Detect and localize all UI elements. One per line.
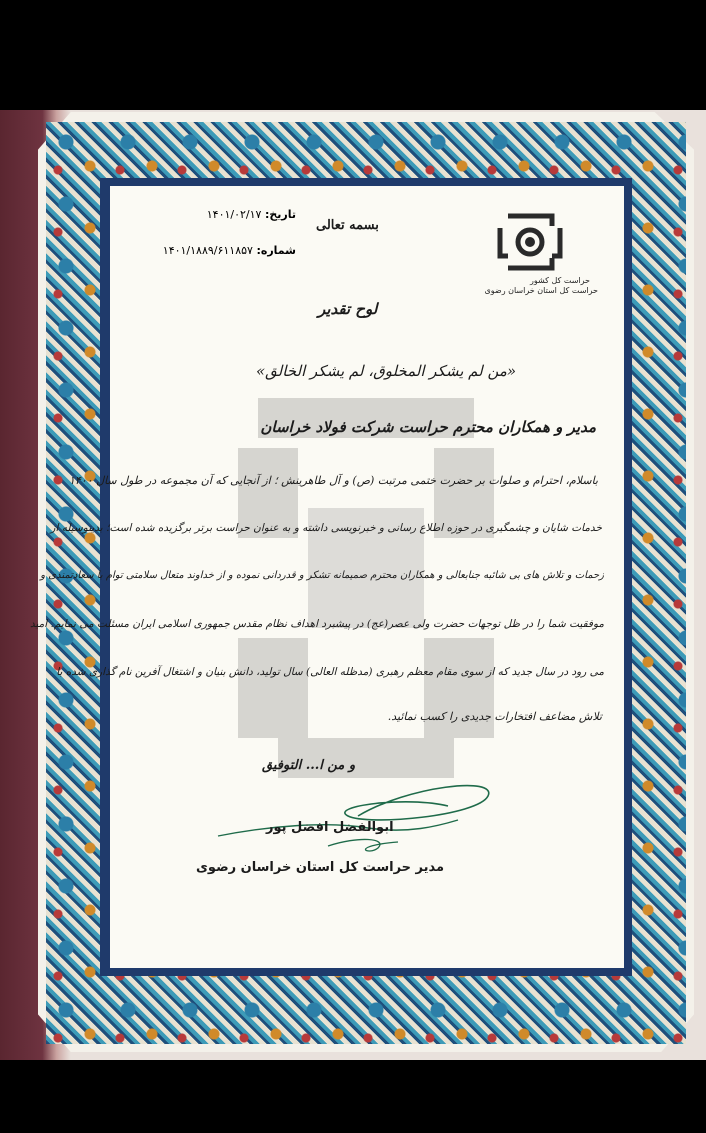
organization-logo <box>494 206 566 278</box>
addressee-line: مدیر و همکاران محترم حراست شرکت فولاد خراسان <box>260 418 596 436</box>
bismillah-heading: بسمه تعالی <box>316 218 379 233</box>
logo-caption-province: حراست کل استان خراسان رضوی <box>484 286 598 295</box>
logo-caption-national: حراست کل کشور <box>529 276 590 285</box>
body-line-2: خدمات شایان و چشمگیری در حوزه اطلاع رسانی و خبرنویسی داشته و به عنوان حراست برتر برگزیده شده است؛ بدینوسیله از <box>50 522 602 534</box>
body-line-5: می رود در سال جدید که از سوی مقام معظم رهبری (مدظله العالی) سال تولید، دانش بنیان و اشتغال آفرین نام گذاری شده با <box>56 666 604 678</box>
certificate-title: لوح تقدیر <box>318 300 378 318</box>
signatory-name: ابوالفضل افضل پور <box>266 820 394 835</box>
signatory-position: مدیر حراست کل استان خراسان رضوی <box>196 860 445 875</box>
body-line-1: باسلام، احترام و صلوات بر حضرت ختمی مرتبت (ص) و آل طاهرینش ؛ از آنجایی که آن مجموعه در طول سال ۱۴۰۰ <box>68 474 598 487</box>
number-field <box>150 244 296 257</box>
body-line-3: زحمات و تلاش های بی شائبه جنابعالی و همکاران محترم صمیمانه تشکر و قدردانی نموده و از خداوند متعال سلامتی توام با سعادتمندی و <box>40 570 604 581</box>
quote-line: «من لم یشکر المخلوق، لم یشکر الخالق» <box>256 362 517 380</box>
watermark-emblem <box>218 388 514 788</box>
body-line-4: موفقیت شما را در ظل توجهات حضرت ولی عصر(عج) در پیشبرد اهداف نظام مقدس جمهوری اسلامی ایران مسئلت می نمایم. امید <box>29 618 604 630</box>
closing-phrase: و من ا... التوفیق <box>262 758 356 773</box>
date-label: تاریخ: <box>264 208 296 221</box>
number-value: ۱۴۰۱/۱۸۸۹/۶۱۱۸۵۷ <box>162 244 253 257</box>
date-field <box>186 208 296 221</box>
number-label: شماره: <box>256 244 296 257</box>
date-value: ۱۴۰۱/۰۲/۱۷ <box>206 208 262 221</box>
body-line-6: تلاش مضاعف افتخارات جدیدی را کسب نمائید. <box>387 710 602 723</box>
